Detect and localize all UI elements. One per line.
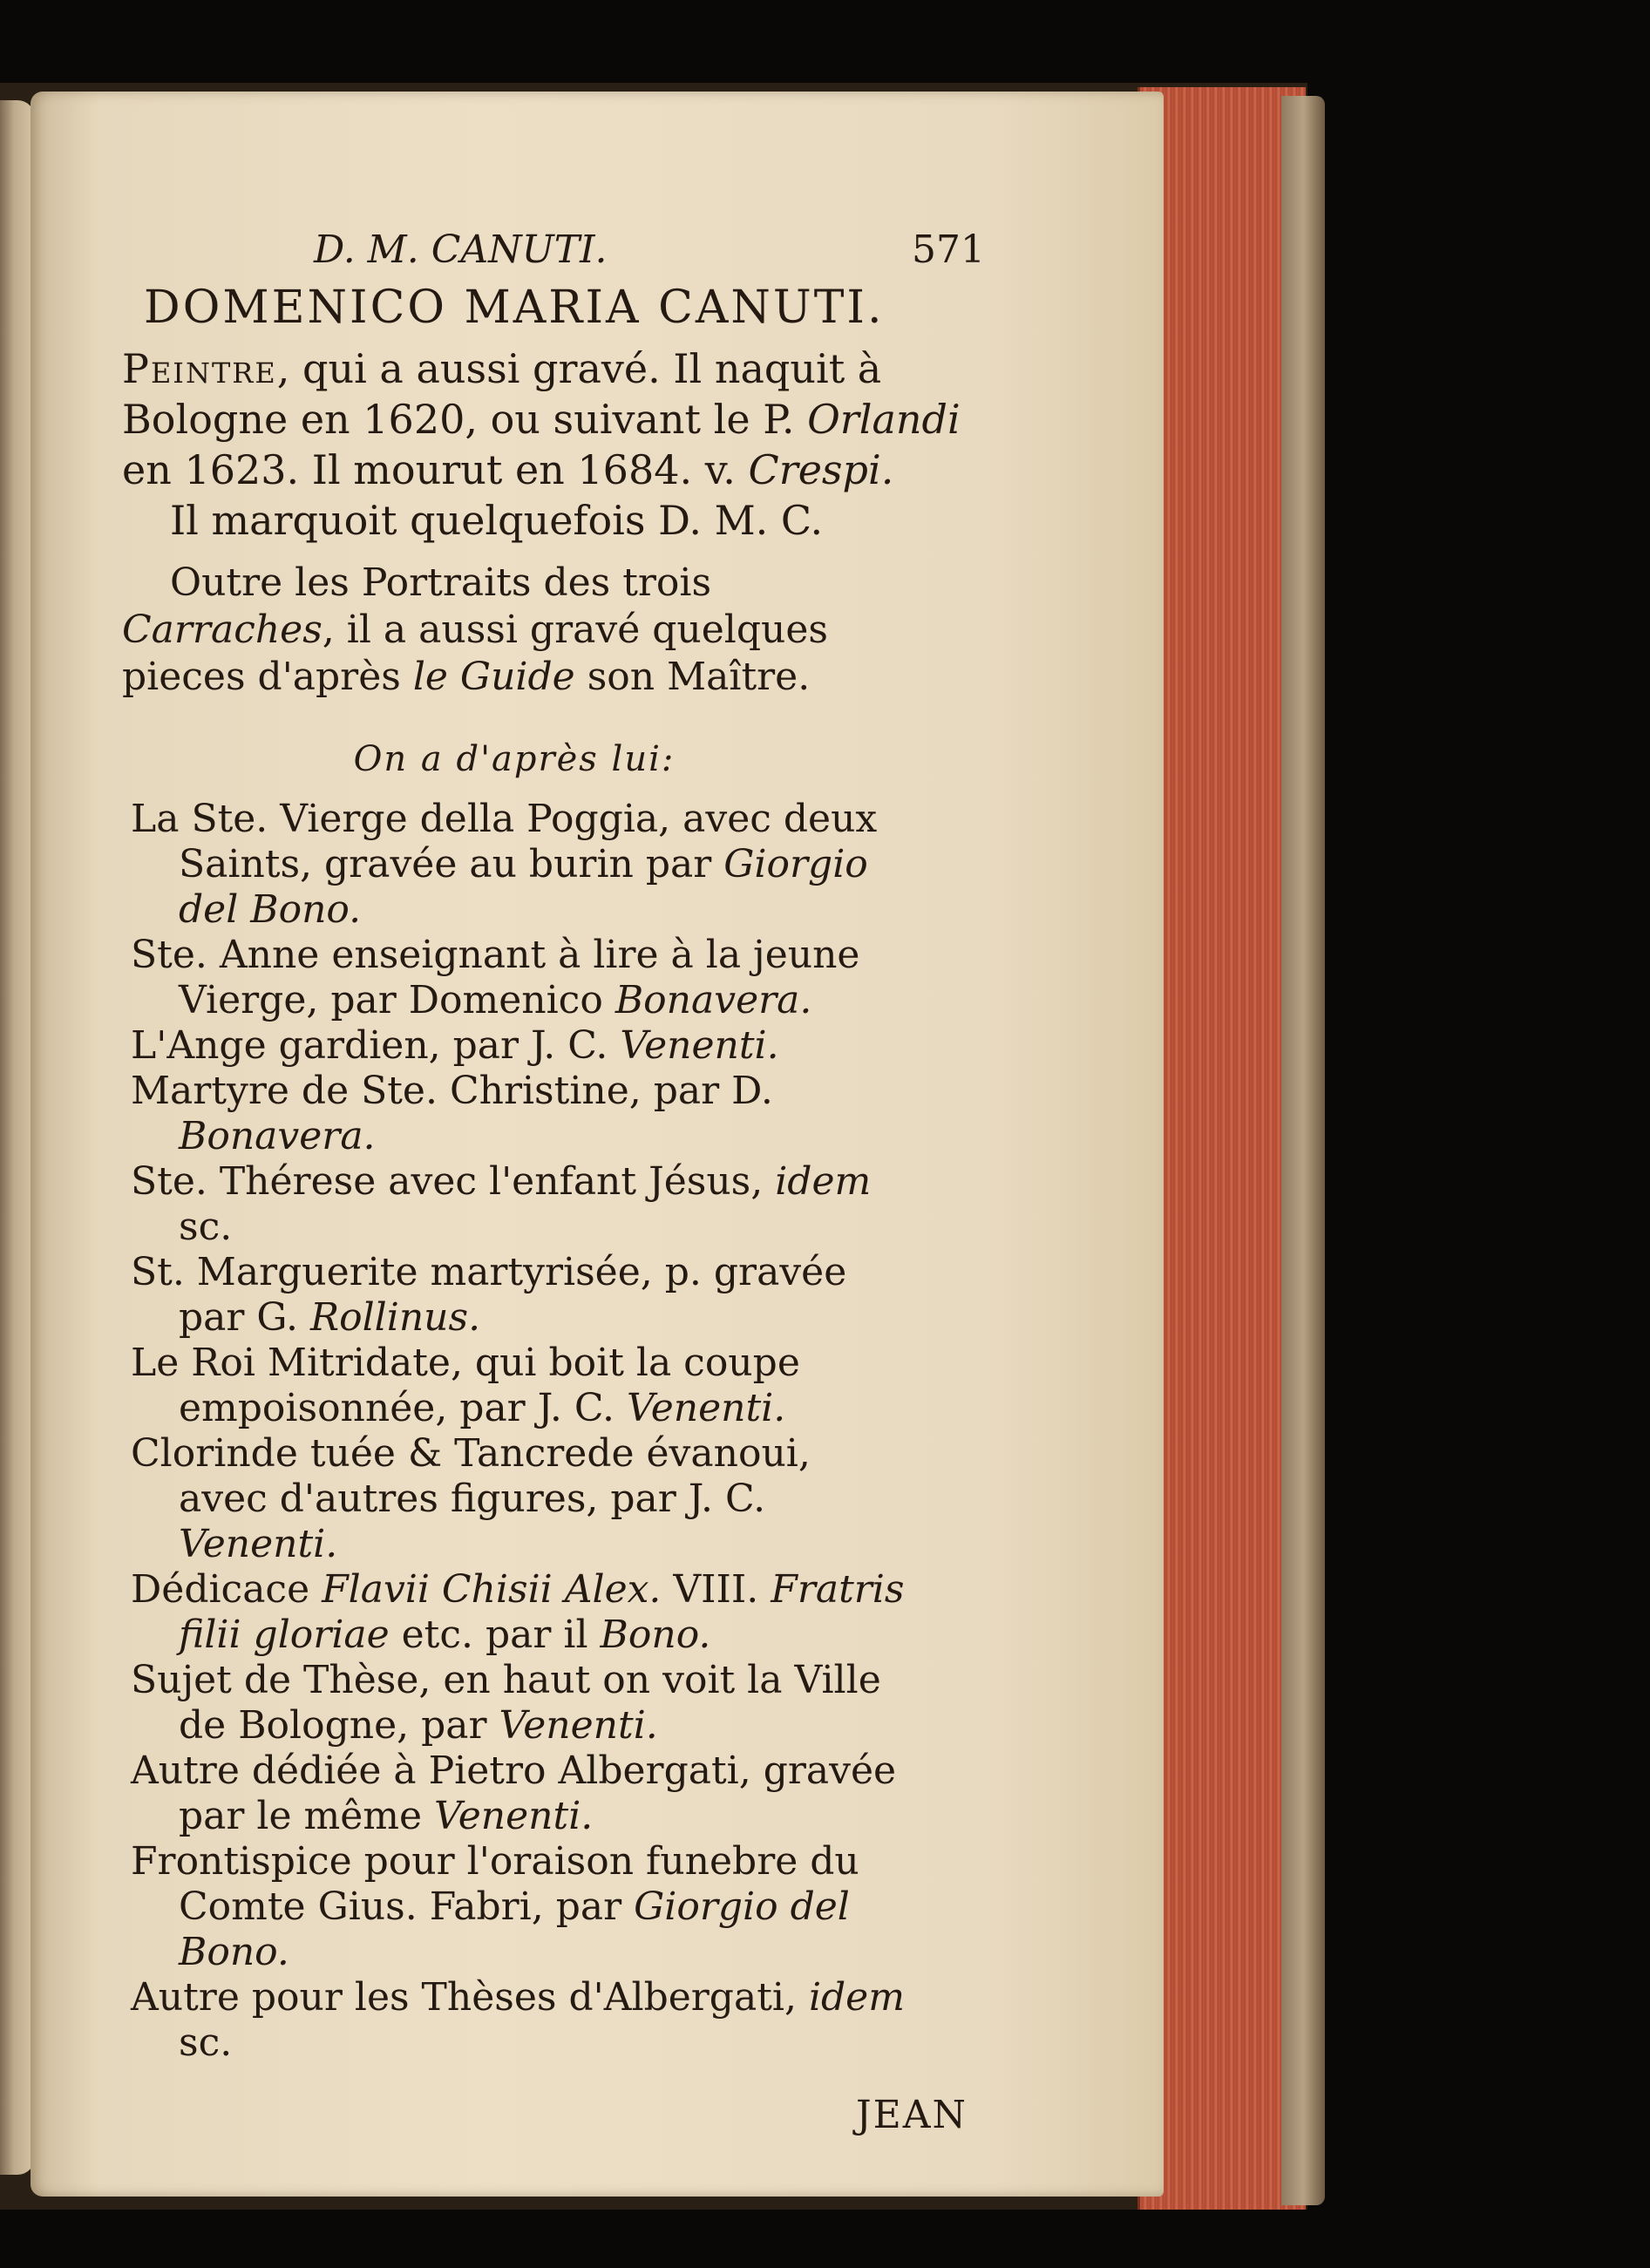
works-list — [122, 797, 906, 2066]
work-entry: Le Roi Mitridate, qui boit la coupe empoisonnée, par J. C. Venenti. — [131, 1341, 800, 1430]
bio-line: Bologne en 1620, ou suivant le P. Orlandi — [122, 396, 961, 443]
bio-line: Peintre, qui a aussi gravé. Il naquit à — [122, 345, 882, 392]
page-text — [122, 227, 985, 2139]
work-entry: La Ste. Vierge della Poggia, avec deux Saints, gravée au burin par Giorgio del Bono. — [131, 797, 878, 932]
work-entry: Autre dédiée à Pietro Albergati, gravée par le même Venenti. — [131, 1749, 897, 1838]
work-entry: Ste. Anne enseignant à lire à la jeune Vierge, par Domenico Bonavera. — [131, 933, 860, 1022]
previous-page-edge — [0, 100, 35, 2175]
book-cover-edge — [1281, 96, 1325, 2205]
work-entry: St. Marguerite martyrisée, p. gravée par G. Rollinus. — [131, 1250, 847, 1340]
bio-line: en 1623. Il mourut en 1684. v. Crespi. — [122, 446, 894, 493]
work-entry: Clorinde tuée & Tancrede évanoui, avec d'autres figures, par J. C. Venenti. — [131, 1431, 811, 1566]
running-head: D. M. CANUTI. — [314, 227, 608, 272]
work-entry: Dédicace Flavii Chisii Alex. VIII. Fratris filii gloriae etc. par il Bono. — [131, 1567, 905, 1657]
bio-line: Il marquoit quelquefois D. M. C. — [170, 497, 824, 544]
biography — [122, 343, 961, 546]
work-entry: Ste. Thérese avec l'enfant Jésus, idem sc. — [131, 1159, 872, 1249]
work-entry: Martyre de Ste. Christine, par D. Bonavera. — [131, 1069, 773, 1158]
entry-title: DOMENICO MARIA CANUTI. — [144, 282, 885, 334]
work-entry: Frontispice pour l'oraison funebre du Comte Gius. Fabri, par Giorgio del Bono. — [131, 1839, 859, 1974]
catchword: JEAN — [855, 2093, 968, 2137]
page-number: 571 — [912, 227, 985, 272]
intro-paragraph: Outre les Portraits des trois Carraches, il a aussi gravé quelques pieces d'après le Guide son Maître. — [122, 560, 828, 699]
page-header — [122, 227, 985, 274]
work-entry: Sujet de Thèse, en haut on voit la Ville de Bologne, par Venenti. — [131, 1658, 881, 1748]
works-subheading: On a d'après lui: — [353, 739, 676, 779]
work-entry: L'Ange gardien, par J. C. Venenti. — [131, 1023, 779, 1068]
work-entry: Autre pour les Thèses d'Albergati, idem sc. — [131, 1975, 905, 2065]
